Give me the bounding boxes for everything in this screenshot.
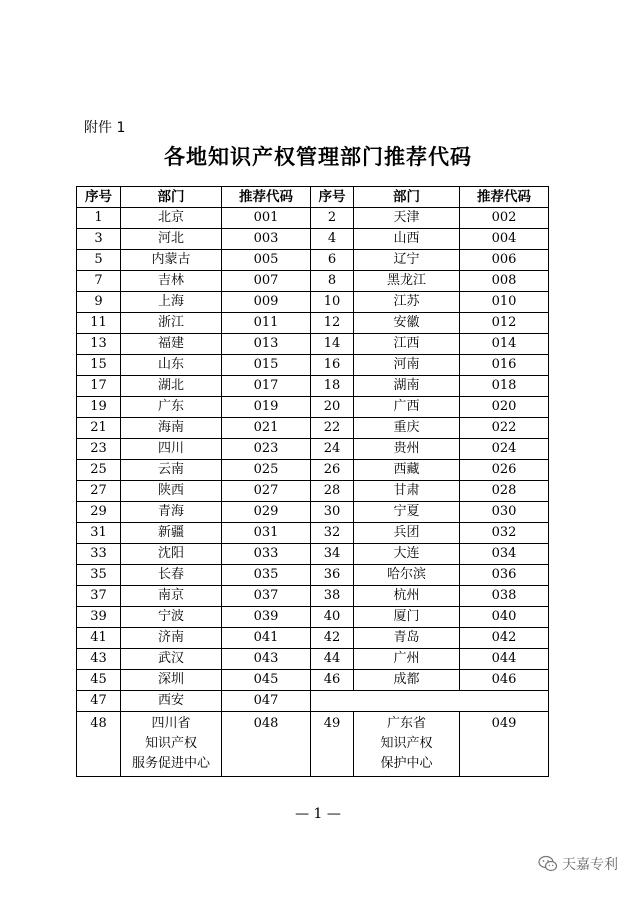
seq-cell: 41 <box>77 628 121 649</box>
dept-cell: 黑龙江 <box>354 271 460 292</box>
dept-cell: 广州 <box>354 649 460 670</box>
dept-cell: 安徽 <box>354 313 460 334</box>
code-cell: 030 <box>460 502 549 523</box>
code-cell: 015 <box>222 355 311 376</box>
dept-cell: 西藏 <box>354 460 460 481</box>
header-dept-1: 部门 <box>121 187 222 208</box>
header-code-1: 推荐代码 <box>222 187 311 208</box>
code-cell: 047 <box>222 691 311 712</box>
seq-cell: 32 <box>311 523 354 544</box>
seq-cell: 5 <box>77 250 121 271</box>
code-cell: 019 <box>222 397 311 418</box>
seq-cell: 49 <box>311 712 354 777</box>
watermark <box>538 854 618 874</box>
code-cell: 003 <box>222 229 311 250</box>
seq-cell: 10 <box>311 292 354 313</box>
code-cell: 010 <box>460 292 549 313</box>
table-row <box>77 481 549 502</box>
dept-cell: 湖北 <box>121 376 222 397</box>
table-row <box>77 439 549 460</box>
dept-cell: 湖南 <box>354 376 460 397</box>
dept-cell: 山东 <box>121 355 222 376</box>
dept-cell: 福建 <box>121 334 222 355</box>
table-row <box>77 208 549 229</box>
dept-cell: 天津 <box>354 208 460 229</box>
code-cell: 022 <box>460 418 549 439</box>
header-seq-2: 序号 <box>311 187 354 208</box>
table-row <box>77 565 549 586</box>
table-row <box>77 691 549 712</box>
table-row <box>77 355 549 376</box>
seq-cell: 44 <box>311 649 354 670</box>
code-cell: 021 <box>222 418 311 439</box>
dept-cell: 南京 <box>121 586 222 607</box>
dept-cell: 新疆 <box>121 523 222 544</box>
table-row <box>77 628 549 649</box>
code-cell: 044 <box>460 649 549 670</box>
dept-cell: 济南 <box>121 628 222 649</box>
code-cell: 012 <box>460 313 549 334</box>
seq-cell: 34 <box>311 544 354 565</box>
seq-cell: 47 <box>77 691 121 712</box>
code-cell: 048 <box>222 712 311 777</box>
seq-cell: 36 <box>311 565 354 586</box>
header-dept-2: 部门 <box>354 187 460 208</box>
code-cell: 023 <box>222 439 311 460</box>
seq-cell: 3 <box>77 229 121 250</box>
code-cell: 033 <box>222 544 311 565</box>
code-cell: 038 <box>460 586 549 607</box>
wechat-icon <box>538 855 558 873</box>
dept-cell: 贵州 <box>354 439 460 460</box>
seq-cell: 27 <box>77 481 121 502</box>
table-row <box>77 607 549 628</box>
dept-cell: 云南 <box>121 460 222 481</box>
dept-cell: 江西 <box>354 334 460 355</box>
dept-cell: 甘肃 <box>354 481 460 502</box>
seq-cell: 20 <box>311 397 354 418</box>
seq-cell: 18 <box>311 376 354 397</box>
watermark-text: 天嘉专利 <box>562 857 618 873</box>
code-cell: 045 <box>222 670 311 691</box>
seq-cell: 37 <box>77 586 121 607</box>
header-seq-1: 序号 <box>77 187 121 208</box>
dept-cell: 沈阳 <box>121 544 222 565</box>
table-row <box>77 523 549 544</box>
document-title: 各地知识产权管理部门推荐代码 <box>164 145 472 169</box>
dept-cell: 四川 <box>121 439 222 460</box>
dept-cell: 西安 <box>121 691 222 712</box>
table-row <box>77 229 549 250</box>
table-row <box>77 292 549 313</box>
seq-cell: 33 <box>77 544 121 565</box>
seq-cell: 35 <box>77 565 121 586</box>
dept-cell: 河北 <box>121 229 222 250</box>
dept-cell: 青岛 <box>354 628 460 649</box>
code-cell: 039 <box>222 607 311 628</box>
code-cell: 009 <box>222 292 311 313</box>
dept-cell: 辽宁 <box>354 250 460 271</box>
dept-cell: 杭州 <box>354 586 460 607</box>
code-cell: 041 <box>222 628 311 649</box>
code-cell: 017 <box>222 376 311 397</box>
dept-cell: 长春 <box>121 565 222 586</box>
header-code-2: 推荐代码 <box>460 187 549 208</box>
code-cell: 032 <box>460 523 549 544</box>
dept-cell: 广西 <box>354 397 460 418</box>
code-cell: 013 <box>222 334 311 355</box>
seq-cell: 40 <box>311 607 354 628</box>
dept-cell: 江苏 <box>354 292 460 313</box>
code-cell: 004 <box>460 229 549 250</box>
seq-cell: 24 <box>311 439 354 460</box>
dept-cell: 上海 <box>121 292 222 313</box>
table-row <box>77 649 549 670</box>
dept-cell: 河南 <box>354 355 460 376</box>
dept-cell: 宁夏 <box>354 502 460 523</box>
code-cell: 043 <box>222 649 311 670</box>
seq-cell: 1 <box>77 208 121 229</box>
code-cell: 025 <box>222 460 311 481</box>
seq-cell: 19 <box>77 397 121 418</box>
code-cell: 020 <box>460 397 549 418</box>
seq-cell: 21 <box>77 418 121 439</box>
code-cell: 002 <box>460 208 549 229</box>
seq-cell: 4 <box>311 229 354 250</box>
table-row <box>77 271 549 292</box>
seq-cell: 17 <box>77 376 121 397</box>
dept-cell-multiline: 广东省 知识产权 保护中心 <box>354 712 460 777</box>
code-cell: 031 <box>222 523 311 544</box>
dept-cell: 大连 <box>354 544 460 565</box>
seq-cell: 46 <box>311 670 354 691</box>
code-cell: 028 <box>460 481 549 502</box>
code-cell: 006 <box>460 250 549 271</box>
code-cell: 014 <box>460 334 549 355</box>
code-cell: 011 <box>222 313 311 334</box>
dept-cell: 内蒙古 <box>121 250 222 271</box>
code-cell: 036 <box>460 565 549 586</box>
table-row <box>77 544 549 565</box>
seq-cell: 2 <box>311 208 354 229</box>
seq-cell: 28 <box>311 481 354 502</box>
code-cell: 037 <box>222 586 311 607</box>
attachment-label: 附件 1 <box>84 120 126 136</box>
code-cell: 018 <box>460 376 549 397</box>
code-cell: 016 <box>460 355 549 376</box>
code-cell: 005 <box>222 250 311 271</box>
code-cell: 040 <box>460 607 549 628</box>
dept-cell: 武汉 <box>121 649 222 670</box>
dept-cell: 宁波 <box>121 607 222 628</box>
seq-cell: 9 <box>77 292 121 313</box>
seq-cell: 42 <box>311 628 354 649</box>
seq-cell: 38 <box>311 586 354 607</box>
dept-cell: 厦门 <box>354 607 460 628</box>
code-cell: 049 <box>460 712 549 777</box>
table-row <box>77 313 549 334</box>
dept-cell: 重庆 <box>354 418 460 439</box>
seq-cell: 14 <box>311 334 354 355</box>
dept-cell: 成都 <box>354 670 460 691</box>
seq-cell: 29 <box>77 502 121 523</box>
code-cell: 024 <box>460 439 549 460</box>
seq-cell: 22 <box>311 418 354 439</box>
seq-cell: 11 <box>77 313 121 334</box>
dept-cell: 兵团 <box>354 523 460 544</box>
seq-cell: 48 <box>77 712 121 777</box>
dept-cell: 北京 <box>121 208 222 229</box>
table-row <box>77 502 549 523</box>
seq-cell: 43 <box>77 649 121 670</box>
code-cell: 001 <box>222 208 311 229</box>
seq-cell: 30 <box>311 502 354 523</box>
code-cell: 035 <box>222 565 311 586</box>
seq-cell: 39 <box>77 607 121 628</box>
table-row <box>77 460 549 481</box>
seq-cell: 16 <box>311 355 354 376</box>
seq-cell: 45 <box>77 670 121 691</box>
dept-cell: 山西 <box>354 229 460 250</box>
table-row <box>77 670 549 691</box>
dept-cell: 吉林 <box>121 271 222 292</box>
table-row <box>77 418 549 439</box>
seq-cell: 7 <box>77 271 121 292</box>
table-row <box>77 397 549 418</box>
seq-cell: 25 <box>77 460 121 481</box>
code-cell: 007 <box>222 271 311 292</box>
table-row <box>77 586 549 607</box>
seq-cell: 8 <box>311 271 354 292</box>
table-row <box>77 376 549 397</box>
code-table <box>76 186 549 777</box>
dept-cell-multiline: 四川省 知识产权 服务促进中心 <box>121 712 222 777</box>
seq-cell: 26 <box>311 460 354 481</box>
table-row <box>77 250 549 271</box>
dept-cell: 海南 <box>121 418 222 439</box>
code-cell: 034 <box>460 544 549 565</box>
dept-cell: 浙江 <box>121 313 222 334</box>
dept-cell: 陕西 <box>121 481 222 502</box>
code-cell: 027 <box>222 481 311 502</box>
table-row <box>77 712 549 777</box>
table-row <box>77 334 549 355</box>
seq-cell: 15 <box>77 355 121 376</box>
seq-cell: 13 <box>77 334 121 355</box>
dept-cell: 深圳 <box>121 670 222 691</box>
seq-cell: 23 <box>77 439 121 460</box>
code-cell: 029 <box>222 502 311 523</box>
page-number: — 1 — <box>295 806 341 822</box>
code-cell: 026 <box>460 460 549 481</box>
seq-cell: 6 <box>311 250 354 271</box>
code-cell: 042 <box>460 628 549 649</box>
code-cell: 008 <box>460 271 549 292</box>
dept-cell: 青海 <box>121 502 222 523</box>
code-cell: 046 <box>460 670 549 691</box>
table-header-row <box>77 187 549 208</box>
dept-cell: 广东 <box>121 397 222 418</box>
dept-cell: 哈尔滨 <box>354 565 460 586</box>
seq-cell: 31 <box>77 523 121 544</box>
seq-cell: 12 <box>311 313 354 334</box>
empty-cell <box>311 691 549 712</box>
